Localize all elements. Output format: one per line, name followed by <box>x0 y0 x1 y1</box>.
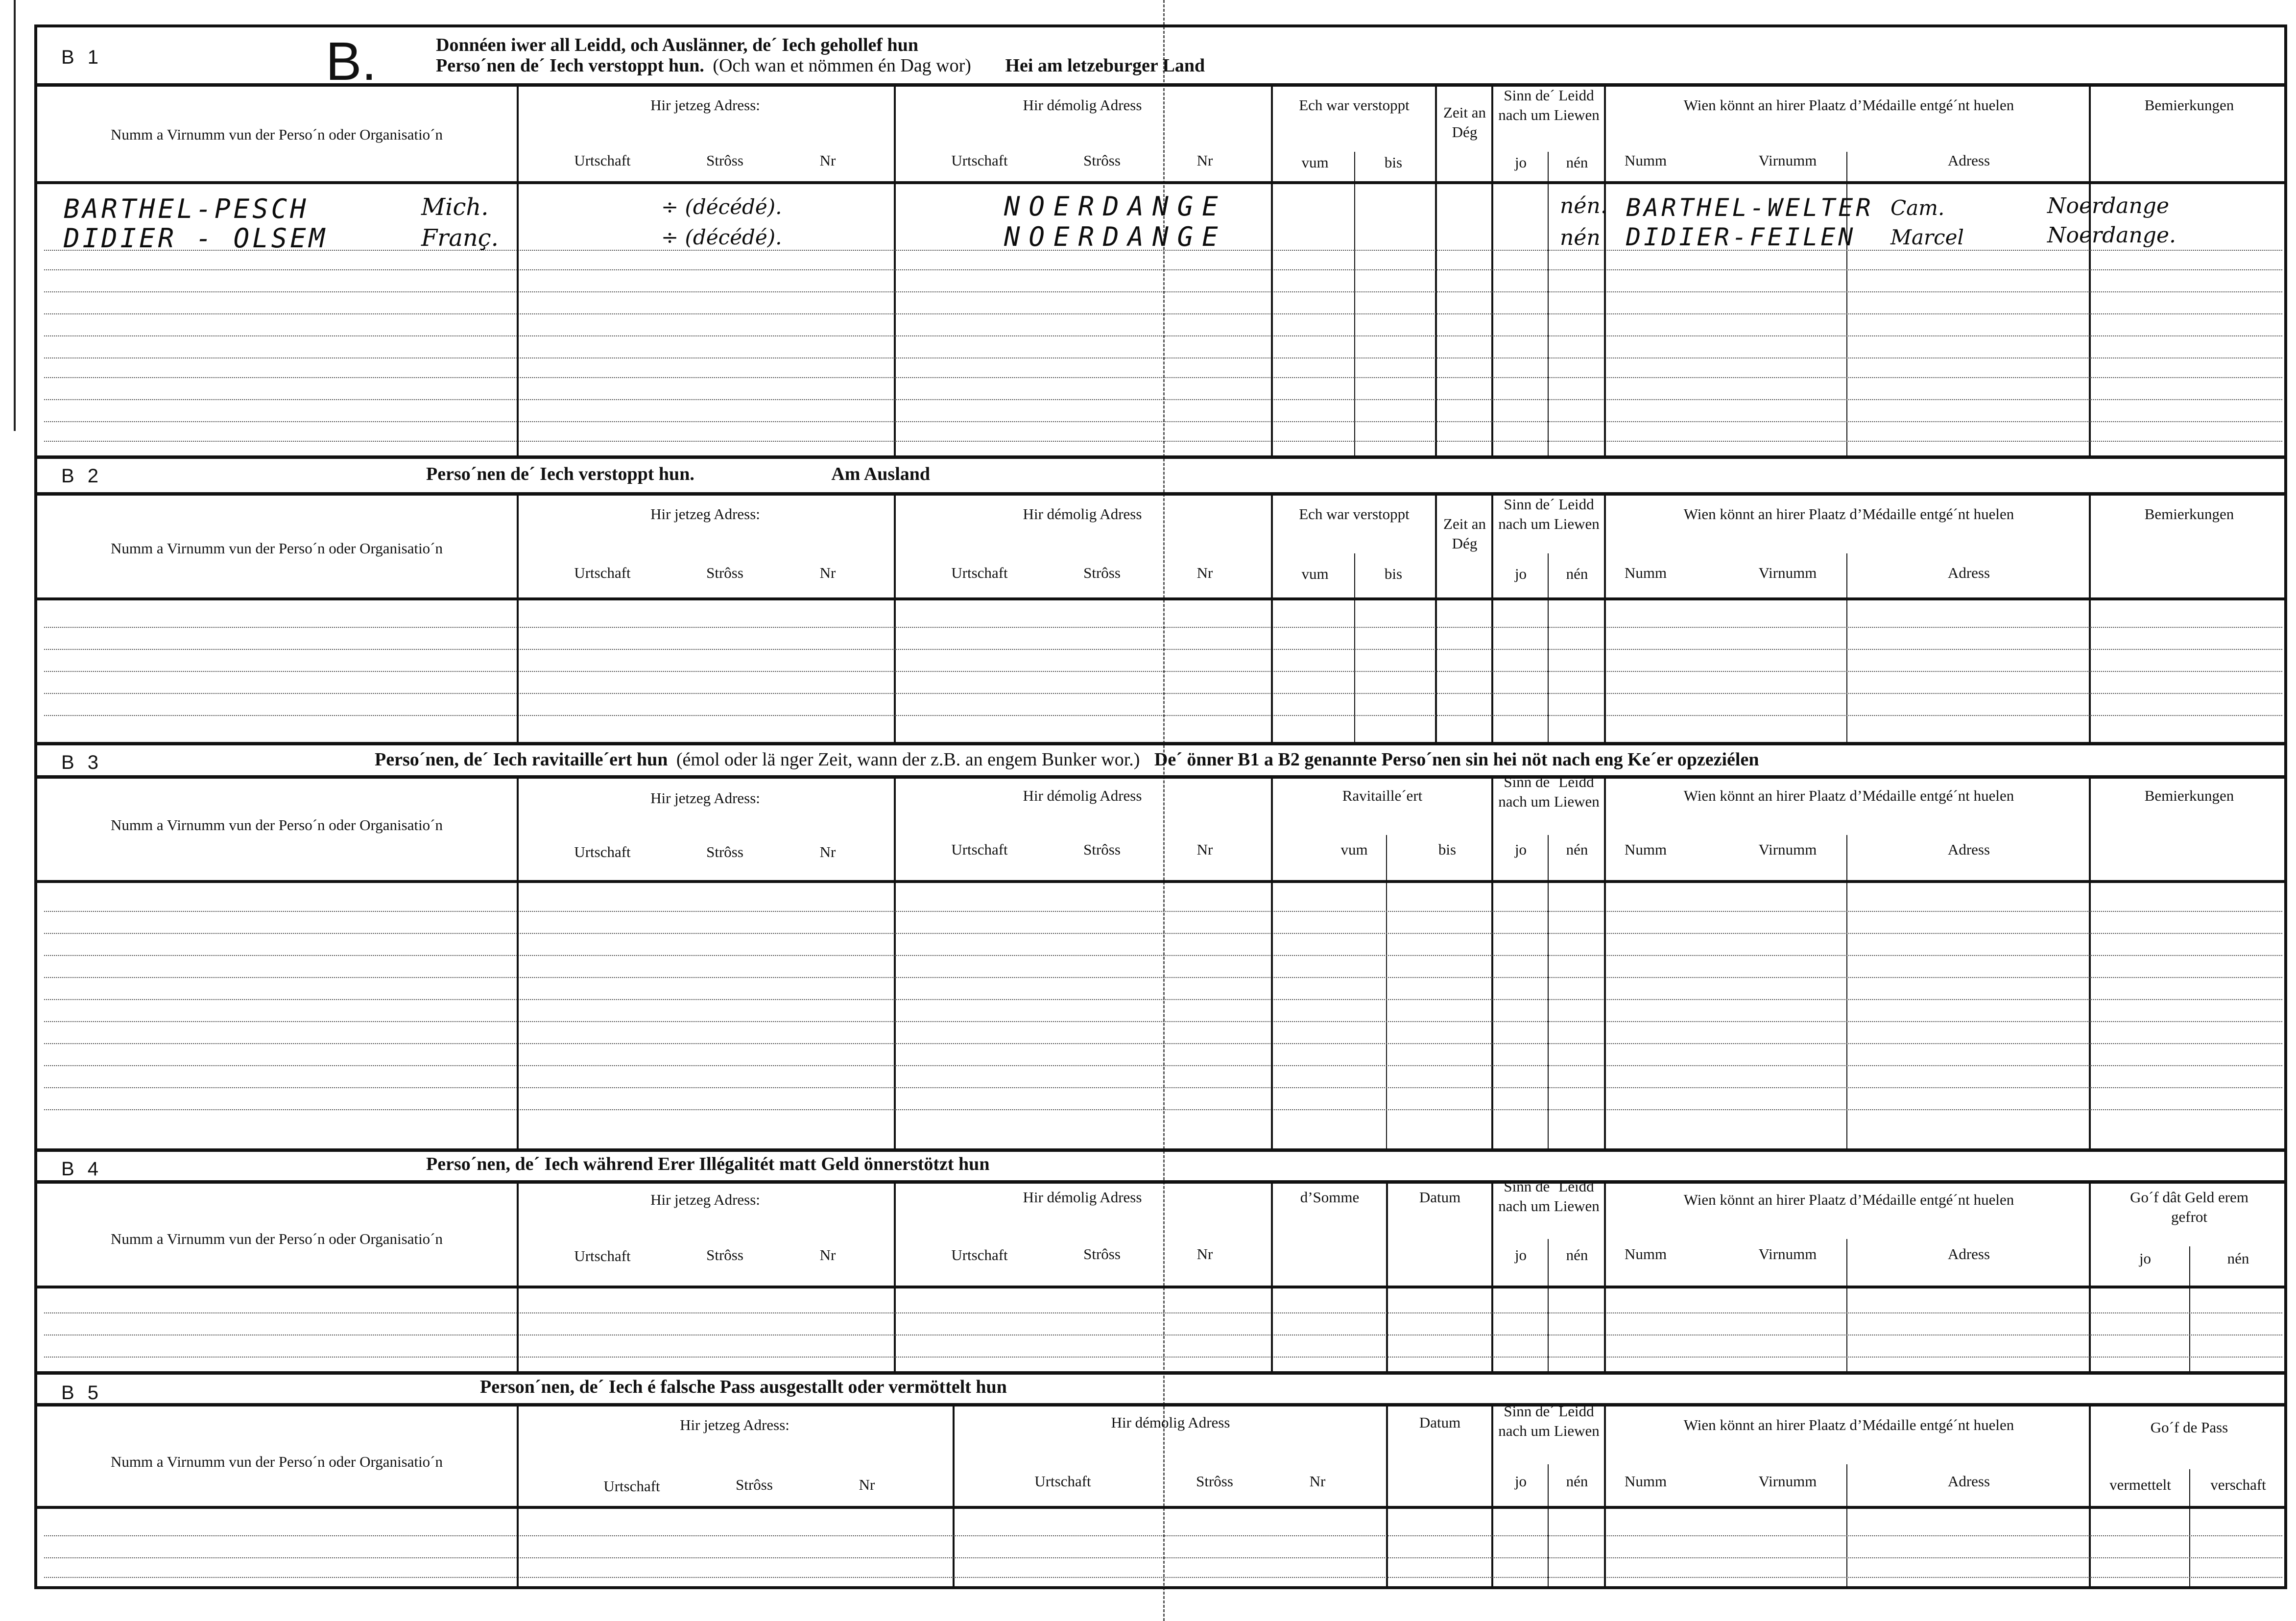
header-rule <box>34 597 2287 600</box>
section-b5 <box>34 1371 2287 1589</box>
col-header-street: Strôss <box>706 843 743 860</box>
col-header-former-address: Hir démolig Adress <box>1023 505 1142 523</box>
col-header-town: Urtschaft <box>574 843 631 860</box>
row-line <box>44 693 2282 694</box>
entry-former-address: NOERDANGE <box>1004 221 1227 252</box>
col-divider <box>517 1180 519 1371</box>
row-line <box>44 441 2282 442</box>
section-title: Donnéen iwer all Leidd, och Auslänner, de´ Iech gehollef hun <box>436 35 918 55</box>
section-title-part: Perso´nen, de´ Iech ravitaille´ert hun <box>375 749 668 770</box>
col-header-m-first: Virnumm <box>1758 1473 1817 1490</box>
col-header-nr: Nr <box>1309 1473 1326 1490</box>
col-header-money-returned: Go´f dât Geld erem gefrot <box>2130 1189 2248 1225</box>
col-header-yes: jo <box>1514 1246 1527 1263</box>
row-line <box>44 1043 2282 1044</box>
section-title-end: Hei am letzeburger Land <box>1005 55 1205 76</box>
row-line <box>44 715 2282 716</box>
col-header-street: Strôss <box>1083 841 1121 858</box>
col-divider <box>1491 1403 1493 1589</box>
col-header-hidden: Ech war verstoppt <box>1299 505 1410 523</box>
row-line <box>44 399 2282 400</box>
row-line <box>44 1065 2282 1066</box>
col-header-m-first: Virnumm <box>1758 841 1817 858</box>
col-header-town: Urtschaft <box>951 564 1008 581</box>
col-header-former-address: Hir démolig Adress <box>1111 1414 1230 1431</box>
section-title: Person´nen, de´ Iech é falsche Pass ausgestallt oder vermöttelt hun <box>480 1377 1007 1397</box>
header-rule <box>34 181 2287 184</box>
col-header-name: Numm a Virnumm vun der Perso´n oder Organisatio´n <box>110 126 443 143</box>
row-line <box>44 1109 2282 1110</box>
row-line <box>44 955 2282 956</box>
section-title-part: Perso´nen de´ Iech verstoppt hun. <box>426 464 694 484</box>
col-header-nr: Nr <box>819 152 836 169</box>
section-title-end: De´ önner B1 a B2 genannte Perso´nen sin hei nöt nach eng Ke´er opzeziélen <box>1154 749 1759 770</box>
col-header-street: Strôss <box>706 564 743 581</box>
section-label: B 2 <box>61 465 103 487</box>
entry-medal-address: Noerdange <box>2047 193 2170 218</box>
col-header-m-name: Numm <box>1624 841 1667 858</box>
col-divider <box>2089 775 2091 1148</box>
col-header-street: Strôss <box>1196 1473 1233 1490</box>
row-line <box>44 627 2282 628</box>
col-divider <box>1604 1180 1606 1371</box>
row-line <box>44 1357 2282 1358</box>
col-header-yes: jo <box>1514 565 1527 582</box>
col-divider <box>1491 492 1493 742</box>
section-label: B 3 <box>61 752 103 773</box>
col-header-remarks: Bemierkungen <box>2144 505 2234 523</box>
col-header-yes: jo <box>1514 1473 1527 1490</box>
col-divider <box>1548 553 1549 742</box>
col-divider <box>1386 1403 1388 1589</box>
section-title-line2 <box>436 55 1205 76</box>
col-header-current-address: Hir jetzeg Adress: <box>650 505 760 523</box>
entry-current-address: ÷ (décédé). <box>661 195 782 219</box>
col-header-no: nén <box>1566 565 1588 582</box>
col-header-alive: Sinn de´ Leidd nach um Liewen <box>1498 1178 1600 1215</box>
col-header-no: nén <box>1566 1246 1588 1263</box>
col-divider <box>1354 152 1355 455</box>
entry-medal-name: BARTHEL-WELTER <box>1626 193 1874 222</box>
entry-name: BARTHEL-PESCH <box>64 193 309 224</box>
entry-name: DIDIER - OLSEM <box>64 223 328 254</box>
row-line <box>44 291 2282 292</box>
col-divider <box>1354 553 1355 742</box>
col-header-town: Urtschaft <box>574 152 631 169</box>
col-header-yes: jo <box>1514 841 1527 858</box>
col-header-town: Urtschaft <box>951 152 1008 169</box>
col-divider <box>517 775 519 1148</box>
section-title-end: Am Ausland <box>831 464 931 484</box>
col-header-medal: Wien könnt an hirer Plaatz d’Médaille entgé´nt huelen <box>1683 787 2014 804</box>
entry-medal-first-name: Cam. <box>1890 196 1945 220</box>
col-divider <box>1548 1464 1549 1589</box>
entry-medal-address: Noerdange. <box>2047 223 2176 248</box>
col-header-town: Urtschaft <box>574 564 631 581</box>
col-header-town: Urtschaft <box>603 1478 660 1495</box>
col-header-no: nén <box>1566 154 1588 171</box>
col-header-street: Strôss <box>1083 152 1121 169</box>
col-header-medal: Wien könnt an hirer Plaatz d’Médaille entgé´nt huelen <box>1683 96 2014 114</box>
section-label: B 1 <box>61 47 103 68</box>
row-line <box>44 1577 2282 1578</box>
col-header-nr: Nr <box>1196 564 1213 581</box>
section-rule <box>34 1371 2287 1375</box>
col-divider <box>2189 1246 2190 1371</box>
col-header-name: Numm a Virnumm vun der Perso´n oder Organisatio´n <box>110 1230 443 1247</box>
col-header-alive: Sinn de´ Leidd nach um Liewen <box>1498 773 1600 810</box>
col-divider <box>1271 775 1273 1148</box>
col-header-arranged: vermettelt <box>2109 1476 2171 1493</box>
col-divider <box>1604 492 1606 742</box>
col-header-street: Strôss <box>706 1246 743 1263</box>
entry-alive-no: nén. <box>1560 193 1607 218</box>
entry-former-address: NOERDANGE <box>1004 191 1227 222</box>
section-b4 <box>34 1148 2287 1371</box>
row-line <box>44 313 2282 314</box>
col-divider <box>1386 1180 1388 1371</box>
section-rule <box>34 1148 2287 1152</box>
row-line <box>44 933 2282 934</box>
row-line <box>44 377 2282 378</box>
col-divider <box>517 492 519 742</box>
col-header-remarks: Bemierkungen <box>2144 787 2234 804</box>
col-header-m-address: Adress <box>1947 1473 1990 1490</box>
col-header-former-address: Hir démolig Adress <box>1023 787 1142 804</box>
header-rule <box>34 880 2287 883</box>
col-divider <box>1604 1403 1606 1589</box>
col-divider <box>1846 553 1847 742</box>
col-header-from: vum <box>1301 565 1329 582</box>
col-divider <box>1548 1239 1549 1371</box>
col-header-street: Strôss <box>706 152 743 169</box>
row-line <box>44 999 2282 1000</box>
col-divider <box>894 1180 896 1371</box>
col-divider <box>1271 1180 1273 1371</box>
col-header-to: bis <box>1384 154 1403 171</box>
page-edge-mark <box>14 0 16 431</box>
col-divider <box>953 1403 955 1589</box>
col-header-nr: Nr <box>819 843 836 860</box>
col-header-medal: Wien könnt an hirer Plaatz d’Médaille entgé´nt huelen <box>1683 1416 2014 1433</box>
col-divider <box>1604 775 1606 1148</box>
col-header-m-first: Virnumm <box>1758 1245 1817 1263</box>
col-header-alive: Sinn de´ Leidd nach um Liewen <box>1498 496 1600 532</box>
col-header-street: Strôss <box>1083 1245 1121 1263</box>
col-header-street: Strôss <box>1083 564 1121 581</box>
col-header-m-address: Adress <box>1947 1245 1990 1263</box>
col-header-nr: Nr <box>1196 1245 1213 1263</box>
section-title <box>426 463 930 485</box>
col-divider <box>2089 1403 2091 1589</box>
col-header-town: Urtschaft <box>1034 1473 1091 1490</box>
section-b1 <box>34 24 2287 455</box>
section-rule <box>34 492 2287 496</box>
section-label: B 5 <box>61 1382 103 1404</box>
section-rule <box>34 1403 2287 1406</box>
col-header-yes: jo <box>2139 1250 2152 1267</box>
section-b2 <box>34 455 2287 742</box>
header-rule <box>34 1286 2287 1288</box>
col-header-m-name: Numm <box>1624 152 1667 169</box>
col-header-name: Numm a Virnumm vun der Perso´n oder Organisatio´n <box>110 816 443 834</box>
col-header-m-name: Numm <box>1624 564 1667 581</box>
col-header-nr: Nr <box>1196 152 1213 169</box>
col-header-yes: jo <box>1514 154 1527 171</box>
col-header-nr: Nr <box>859 1476 875 1493</box>
col-header-alive: Sinn de´ Leidd nach um Liewen <box>1498 87 1600 123</box>
col-divider <box>1548 152 1549 455</box>
col-header-hidden: Ech war verstoppt <box>1299 96 1410 114</box>
col-header-alive: Sinn de´ Leidd nach um Liewen <box>1498 1403 1600 1439</box>
col-divider <box>1491 1180 1493 1371</box>
section-label: B 4 <box>61 1158 103 1180</box>
entry-medal-first-name: Marcel <box>1890 225 1964 249</box>
col-header-street: Strôss <box>736 1476 773 1493</box>
row-line <box>44 1535 2282 1536</box>
col-header-current-address: Hir jetzeg Adress: <box>650 96 760 114</box>
col-divider <box>894 492 896 742</box>
section-rule <box>34 742 2287 745</box>
form-part-letter: B. <box>326 31 377 92</box>
col-header-time: Zeit an Dég <box>1443 104 1486 141</box>
col-header-no: nén <box>2227 1250 2249 1267</box>
col-header-name: Numm a Virnumm vun der Perso´n oder Organisatio´n <box>110 1453 443 1470</box>
col-header-from: vum <box>1340 841 1368 858</box>
col-header-m-name: Numm <box>1624 1245 1667 1263</box>
col-header-made: verschaft <box>2210 1476 2266 1493</box>
entry-current-address: ÷ (décédé). <box>661 225 782 249</box>
col-header-remarks: Bemierkungen <box>2144 96 2234 114</box>
col-header-current-address: Hir jetzeg Adress: <box>650 789 760 807</box>
col-header-date: Datum <box>1419 1189 1461 1206</box>
section-title <box>375 749 1759 770</box>
col-header-medal: Wien könnt an hirer Plaatz d’Médaille entgé´nt huelen <box>1683 505 2014 523</box>
col-divider <box>1435 492 1437 742</box>
entry-first-name: Franç. <box>421 224 499 252</box>
col-header-to: bis <box>1438 841 1457 858</box>
col-header-former-address: Hir démolig Adress <box>1023 96 1142 114</box>
col-header-town: Urtschaft <box>951 841 1008 858</box>
col-divider <box>2089 1180 2091 1371</box>
col-header-no: nén <box>1566 1473 1588 1490</box>
row-line <box>44 1312 2282 1313</box>
entry-medal-name: DIDIER-FEILEN <box>1626 223 1856 251</box>
col-header-from: vum <box>1301 154 1329 171</box>
section-title-note: (Och wan et nömmen én Dag wor) <box>713 55 971 76</box>
row-line <box>44 1021 2282 1022</box>
col-header-to: bis <box>1384 565 1403 582</box>
col-header-m-address: Adress <box>1947 564 1990 581</box>
col-header-town: Urtschaft <box>951 1246 1008 1263</box>
section-rule <box>34 1180 2287 1184</box>
col-header-no: nén <box>1566 841 1588 858</box>
row-line <box>44 649 2282 650</box>
col-divider <box>1271 492 1273 742</box>
row-line <box>44 269 2282 270</box>
section-title: Perso´nen, de´ Iech während Erer Illégalitét matt Geld önnerstötzt hun <box>426 1154 990 1174</box>
row-line <box>44 911 2282 912</box>
col-header-m-first: Virnumm <box>1758 152 1817 169</box>
entry-alive-no: nén <box>1560 225 1601 250</box>
col-header-current-address: Hir jetzeg Adress: <box>680 1416 789 1433</box>
col-header-time: Zeit an Dég <box>1443 515 1486 552</box>
col-header-current-address: Hir jetzeg Adress: <box>650 1191 760 1208</box>
col-header-ravitaille: Ravitaille´ert <box>1342 787 1423 804</box>
col-header-m-name: Numm <box>1624 1473 1667 1490</box>
col-header-m-address: Adress <box>1947 841 1990 858</box>
col-header-nr: Nr <box>819 564 836 581</box>
section-title-note: (émol oder lä nger Zeit, wann der z.B. an engem Bunker wor.) <box>676 749 1140 770</box>
col-header-m-first: Virnumm <box>1758 564 1817 581</box>
col-header-m-address: Adress <box>1947 152 1990 169</box>
row-line <box>44 671 2282 672</box>
col-divider <box>1846 1239 1847 1371</box>
col-header-name: Numm a Virnumm vun der Perso´n oder Organisatio´n <box>110 540 443 557</box>
col-header-pass: Go´f de Pass <box>2150 1419 2228 1436</box>
col-header-medal: Wien könnt an hirer Plaatz d’Médaille entgé´nt huelen <box>1683 1191 2014 1208</box>
col-divider <box>894 775 896 1148</box>
col-header-nr: Nr <box>819 1246 836 1263</box>
col-divider <box>2189 1469 2190 1589</box>
row-line <box>44 1557 2282 1558</box>
col-header-former-address: Hir démolig Adress <box>1023 1189 1142 1206</box>
section-title-part: Perso´nen de´ Iech verstoppt hun. <box>436 55 704 76</box>
col-divider <box>2089 492 2091 742</box>
row-line <box>44 335 2282 336</box>
col-divider <box>1491 775 1493 1148</box>
col-divider <box>1846 1464 1847 1589</box>
section-rule <box>34 775 2287 779</box>
col-header-town: Urtschaft <box>574 1247 631 1264</box>
col-header-nr: Nr <box>1196 841 1213 858</box>
entry-first-name: Mich. <box>421 193 489 221</box>
col-header-date: Datum <box>1419 1414 1461 1431</box>
col-header-sum: d’Somme <box>1300 1189 1360 1206</box>
row-line <box>44 1087 2282 1088</box>
section-rule <box>34 83 2287 87</box>
row-line <box>44 977 2282 978</box>
section-rule <box>34 455 2287 459</box>
header-rule <box>34 1506 2287 1509</box>
section-b3 <box>34 742 2287 1148</box>
row-line <box>44 421 2282 422</box>
col-divider <box>517 1403 519 1589</box>
